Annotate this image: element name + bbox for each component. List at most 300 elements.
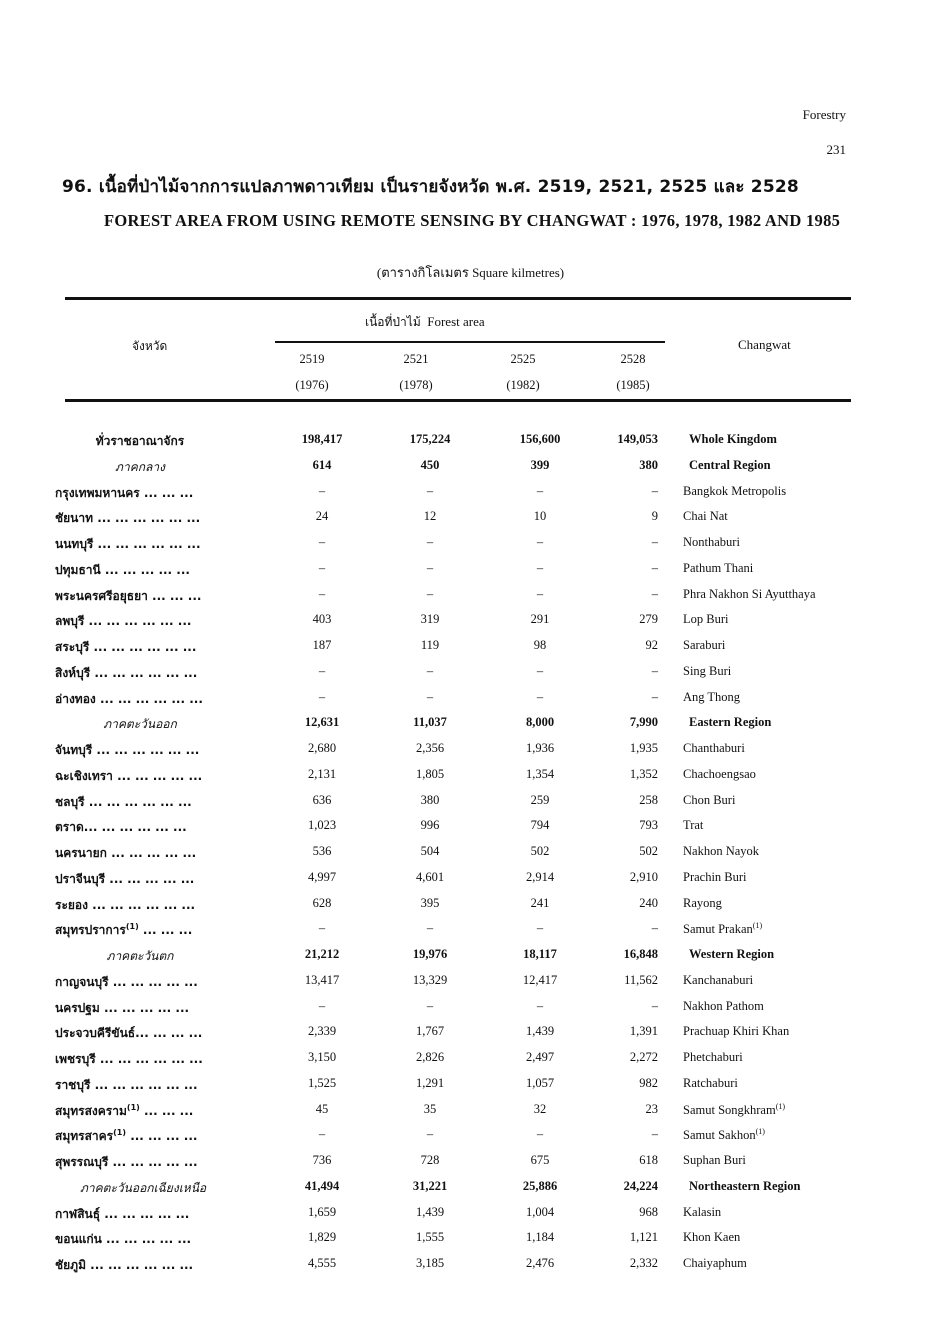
forest-area-value-2525: 25,886 [522,1178,558,1193]
forest-area-value-2528: – [651,998,658,1013]
forest-area-value-2528: – [651,1127,658,1142]
forest-area-value-2528: 2,272 [629,1050,658,1064]
changwat-name-english [683,1205,721,1220]
forest-area-value-2521: 31,221 [412,1178,448,1193]
changwat-name-english [683,921,762,937]
forest-area-value-2528: 2,910 [629,869,658,884]
forest-area-value-2521: 4,601 [415,869,445,884]
forest-area-value-2528: – [651,586,658,601]
forest-area-value-2521: – [426,535,434,549]
changwat-name-english-text: Rayong [683,895,722,910]
forest-area-value-2519: – [318,663,326,678]
changwat-name-english-text: Chachoengsao [683,766,756,781]
province-name-thai [55,587,201,606]
table-row [0,583,941,609]
forest-area-value-2521: 1,767 [415,1024,445,1039]
forest-area-value-2525: – [536,1127,544,1142]
province-name-thai-text: ราชบุรี ... ... ... ... ... ... [55,1077,198,1092]
province-name-thai-text: ขอนแก่น ... ... ... ... ... [55,1232,192,1247]
region-row [0,711,941,737]
changwat-name-english [689,458,771,473]
forest-area-value-2525: – [536,921,544,936]
changwat-name-english-text: Suphan Buri [683,1153,746,1167]
table-row [0,686,941,712]
forest-area-value-2519: – [318,560,326,575]
forest-area-value-2528: 2,332 [629,1256,658,1270]
table-body [0,428,941,1278]
forest-area-value-2525: 12,417 [522,972,558,987]
changwat-name-english [683,896,722,911]
changwat-name-english [683,1127,765,1143]
forest-area-english: Forest area [427,314,485,329]
province-name-thai [55,793,192,812]
changwat-name-english-text: Saraburi [683,638,726,652]
page-number: 231 [826,142,846,157]
running-header-section: Forestry [802,107,846,122]
forest-area-value-2528: 968 [639,1204,658,1219]
forest-area-value-2521: 175,224 [409,432,451,446]
forest-area-value-2519: 1,829 [307,1230,337,1245]
forest-area-value-2519: 1,525 [307,1075,337,1090]
province-name-thai [55,818,187,837]
table-row [0,634,941,660]
footnote-marker: (1) [755,1127,765,1137]
forest-area-value-2521: 2,356 [415,741,445,755]
changwat-name-english [683,587,816,602]
changwat-name-english-text: Kanchanaburi [683,972,754,987]
changwat-name-english [683,973,753,988]
forest-area-value-2521: – [426,586,434,601]
forest-area-value-2519: 2,339 [307,1024,337,1039]
forest-area-value-2528: 92 [645,638,658,652]
forest-area-value-2519: 12,631 [304,715,340,730]
leader-dots: ... ... ... [138,923,193,938]
table-row [0,1123,941,1149]
forest-area-value-2519: 1,023 [307,818,337,833]
forest-area-value-2528: 793 [639,818,658,833]
forest-area-value-2525: 1,936 [525,741,555,755]
forest-area-value-2519: 4,555 [307,1256,337,1270]
table-row [0,1046,941,1072]
province-name-thai [55,1076,198,1095]
province-name-thai-text: ภาคกลาง [115,459,165,474]
forest-area-value-2528: 240 [639,895,658,910]
province-name-thai-text: สมุทรสาคร [55,1129,114,1144]
forest-area-value-2525: 291 [530,612,550,627]
province-name-thai-text: ชัยนาท ... ... ... ... ... ... [55,511,201,526]
forest-area-value-2521: 395 [420,895,440,910]
forest-area-value-2521: 119 [420,638,440,652]
forest-area-value-2521: 450 [420,457,440,472]
table-row [0,1149,941,1175]
forest-area-value-2519: 614 [312,457,332,472]
forest-area-value-2521: 1,291 [415,1075,445,1090]
unit-caption: (ตารางกิโลเมตร Square kilmetres) [376,265,565,280]
forest-area-value-2528: 380 [639,457,658,472]
province-name-thai-text: ปทุมธานี ... ... ... ... ... [55,562,190,577]
table-row [0,531,941,557]
table-row [0,1072,941,1098]
changwat-name-english [683,664,731,679]
year-be-1: 2519 [299,352,325,366]
forest-area-value-2521: – [426,689,434,704]
leader-dots: ... ... ... [139,1103,194,1118]
column-header-changwat: Changwat [738,337,791,352]
year-ce-3: (1982) [506,378,540,392]
changwat-name-english-text: Sing Buri [683,663,732,678]
table-row [0,892,941,918]
changwat-name-english-text: Central Region [689,457,771,472]
forest-area-value-2525: 8,000 [525,715,555,730]
forest-area-value-2521: 11,037 [413,715,447,730]
forest-area-value-2519: – [318,483,326,498]
forest-area-value-2528: 24,224 [623,1178,658,1193]
changwat-name-english-text: Western Region [689,947,775,961]
province-name-thai-text: นครนายก ... ... ... ... ... [55,846,197,860]
forest-area-value-2525: 32 [533,1101,547,1116]
province-name-thai-text: ทั่วราชอาณาจักร [95,434,185,448]
forest-area-value-2521: 996 [420,818,440,833]
changwat-name-english [683,1076,738,1091]
changwat-name-english-text: Phetchaburi [683,1050,743,1064]
leader-dots: ... ... ... ... [126,1129,198,1144]
table-row [0,814,941,840]
forest-area-value-2519: 13,417 [304,972,340,987]
forest-area-value-2519: – [318,1127,326,1142]
forest-area-value-2521: 19,976 [412,947,448,961]
forest-area-value-2528: 982 [639,1075,658,1090]
province-name-thai-text: ปราจีนบุรี ... ... ... ... ... [55,871,195,886]
changwat-name-english-text: Chaiyaphum [683,1256,747,1270]
changwat-name-english [683,1050,743,1065]
forest-area-value-2521: – [426,560,434,575]
forest-area-value-2519: – [318,689,326,704]
changwat-name-english [683,1230,740,1245]
province-name-thai [55,690,203,709]
forest-area-value-2519: – [318,535,326,549]
forest-area-value-2528: – [651,483,658,498]
forest-area-value-2519: 187 [312,638,332,652]
forest-area-value-2525: 2,497 [525,1050,555,1064]
forest-area-value-2519: 4,997 [307,869,337,884]
changwat-name-english-text: Eastern Region [689,715,772,730]
forest-area-value-2525: 1,057 [525,1075,555,1090]
changwat-name-english-text: Chanthaburi [683,741,745,755]
province-name-thai [55,999,189,1018]
changwat-name-english-text: Samut Songkhram [683,1102,776,1117]
changwat-name-english [683,793,735,808]
forest-area-value-2528: 149,053 [617,432,658,446]
province-name-thai [55,896,195,915]
forest-area-value-2525: 18,117 [523,947,557,961]
changwat-name-english [683,741,745,756]
table-row [0,557,941,583]
table-row [0,789,941,815]
region-row [0,943,941,969]
forest-area-value-2519: 45 [315,1101,329,1116]
table-row [0,866,941,892]
changwat-name-english-text: Northeastern Region [689,1178,801,1193]
forest-area-value-2525: 241 [530,895,550,910]
changwat-name-english [689,715,771,730]
province-name-thai [55,767,202,786]
changwat-name-english [683,870,747,885]
forest-area-value-2525: – [536,663,544,678]
province-name-thai [55,664,197,683]
forest-area-value-2519: 21,212 [304,947,340,961]
province-name-thai-text: สมุทรสงคราม [55,1103,127,1118]
forest-area-value-2528: 502 [639,844,658,858]
changwat-name-english [683,999,764,1014]
table-row [0,1201,941,1227]
forest-area-value-2528: 7,990 [629,715,658,730]
province-name-thai-text: ประจวบคีรีขันธ์... ... ... ... [55,1026,203,1041]
table-header-bottom-rule [65,399,851,402]
forest-area-value-2525: 10 [533,509,547,524]
forest-area-value-2521: – [426,483,434,498]
year-be-2: 2521 [403,352,429,366]
province-name-thai-text: เพชรบุรี ... ... ... ... ... ... [55,1052,203,1066]
table-title-thai: 96. เนื้อที่ป่าไม้จากการแปลภาพดาวเทียม เป็นรายจังหวัด พ.ศ. 2519, 2521, 2525 และ 2528 [62,177,799,197]
changwat-name-english-text: Samut Prakan [683,922,753,937]
forest-area-value-2525: 1,004 [525,1204,555,1219]
province-name-thai [55,509,200,528]
table-row [0,660,941,686]
province-name-thai [55,1205,189,1224]
forest-area-value-2519: 536 [312,844,332,858]
forest-area-value-2525: 675 [530,1153,550,1167]
forest-area-value-2521: 504 [420,844,440,858]
forest-area-value-2521: 1,805 [415,766,445,781]
changwat-name-english-text: Prachin Buri [683,869,747,884]
changwat-name-english [683,612,728,627]
table-row [0,763,941,789]
changwat-name-english [689,947,774,962]
changwat-name-english-text: Ang Thong [683,689,741,704]
forest-area-value-2521: 728 [420,1153,440,1167]
table-row [0,480,941,506]
table-row [0,1226,941,1252]
province-name-thai [55,973,198,992]
table-row [0,1098,941,1124]
province-name-thai [80,432,200,451]
changwat-name-english [683,1256,747,1271]
forest-area-value-2525: – [536,483,544,498]
forest-area-value-2521: 3,185 [415,1256,445,1270]
forest-area-value-2519: 636 [312,792,332,807]
forest-area-value-2519: – [318,586,326,601]
province-name-thai-text: ฉะเชิงเทรา ... ... ... ... ... [55,768,203,783]
province-name-thai-text: กาญจนบุรี ... ... ... ... ... [55,974,198,989]
forest-area-value-2525: 98 [533,638,547,652]
changwat-name-english-text: Samut Sakhon [683,1128,756,1143]
forest-area-value-2525: 259 [530,792,550,807]
forest-area-value-2525: 1,184 [525,1230,555,1245]
province-name-thai [55,741,199,760]
forest-area-value-2528: 16,848 [623,947,658,961]
column-header-forest-area [365,313,485,332]
forest-area-value-2528: – [651,921,658,936]
forest-area-value-2528: 1,391 [629,1024,658,1039]
province-name-thai-text: ภาคตะวันออกเฉียงเหนือ [80,1180,207,1195]
changwat-name-english [683,561,753,576]
changwat-name-english-text: Prachuap Khiri Khan [683,1024,790,1039]
forest-area-value-2528: – [651,689,658,704]
forest-area-value-2521: – [426,921,434,936]
year-be-3: 2525 [510,352,536,366]
forest-area-value-2525: 399 [530,457,550,472]
province-name-thai-text: นครปฐม ... ... ... ... ... [55,1000,190,1015]
table-row [0,737,941,763]
forest-area-value-2528: 1,935 [629,741,658,755]
changwat-name-english-text: Pathum Thani [683,560,754,575]
region-row [0,454,941,480]
table-row [0,1020,941,1046]
table-title-english: FOREST AREA FROM USING REMOTE SENSING BY CHANGWAT : 1976, 1978, 1982 AND 1985 [104,211,841,230]
year-ce-1: (1976) [295,378,329,392]
forest-area-value-2525: 1,439 [525,1024,555,1039]
footnote-marker: (1) [752,921,763,931]
forest-area-value-2521: 12 [423,509,437,524]
changwat-name-english [683,818,703,833]
total-row [0,428,941,454]
province-name-thai [55,612,191,631]
province-name-thai-text: สิงห์บุรี ... ... ... ... ... ... [55,665,198,680]
year-ce-2: (1978) [399,378,433,392]
province-name-thai-text: สมุทรปราการ [55,923,126,938]
forest-area-value-2528: 279 [639,612,658,627]
footnote-marker: (1) [125,922,139,932]
year-ce-4: (1985) [616,378,650,392]
province-name-thai [55,1102,193,1121]
forest-area-value-2519: 198,417 [301,432,343,446]
province-name-thai-text: ตราด... ... ... ... ... ... [55,820,187,835]
changwat-name-english [689,1179,800,1194]
changwat-name-english-text: Chon Buri [683,792,736,807]
table-row [0,840,941,866]
table-row [0,1252,941,1278]
forest-area-value-2521: 1,555 [415,1230,445,1245]
forest-area-value-2528: 23 [645,1101,658,1116]
province-name-thai [80,1179,207,1198]
forest-area-value-2525: – [536,560,544,575]
forest-area-value-2519: 403 [312,612,332,627]
forest-area-value-2521: 380 [420,792,440,807]
changwat-name-english [683,509,728,524]
forest-area-value-2528: 258 [639,792,658,807]
province-name-thai [55,844,196,863]
changwat-name-english-text: Ratchaburi [683,1075,738,1090]
forest-area-value-2525: – [536,689,544,704]
changwat-name-english-text: Kalasin [683,1204,722,1219]
province-name-thai-text: ภาคตะวันออก [103,717,177,732]
changwat-name-english [683,638,725,653]
province-name-thai-text: ระยอง ... ... ... ... ... ... [55,897,196,912]
table-row [0,505,941,531]
forest-area-value-2521: 2,826 [415,1050,445,1064]
forest-area-value-2525: 794 [530,818,550,833]
forest-area-value-2525: 2,914 [525,869,555,884]
forest-area-value-2528: – [651,560,658,575]
province-name-thai [55,638,196,657]
forest-area-value-2521: – [426,1127,434,1142]
province-name-thai-text: ชลบุรี ... ... ... ... ... ... [55,794,192,809]
province-name-thai [55,561,190,580]
changwat-name-english-text: Lop Buri [683,612,729,627]
changwat-name-english-text: Bangkok Metropolis [683,483,787,498]
table-row [0,917,941,943]
changwat-name-english-text: Whole Kingdom [689,432,777,446]
forest-area-subrule [275,341,665,343]
forest-area-value-2521: – [426,998,434,1013]
changwat-name-english-text: Nakhon Pathom [683,998,764,1013]
forest-area-value-2519: 24 [315,509,329,524]
footnote-marker: (1) [775,1101,786,1111]
forest-area-value-2525: 502 [530,844,550,858]
forest-area-value-2528: 618 [639,1153,658,1167]
province-name-thai [55,484,193,503]
forest-area-value-2519: 3,150 [307,1050,337,1064]
province-name-thai [80,715,200,734]
province-name-thai [55,1256,193,1275]
forest-area-value-2519: 1,659 [307,1204,337,1219]
changwat-name-english [689,432,777,447]
province-name-thai [55,1024,202,1043]
forest-area-value-2528: 11,562 [624,972,658,987]
table-top-rule [65,297,851,300]
table-row [0,608,941,634]
forest-area-value-2521: 13,329 [412,972,448,987]
province-name-thai-text: พระนครศรีอยุธยา ... ... ... [55,588,202,603]
province-name-thai-text: ลพบุรี ... ... ... ... ... ... [55,614,192,629]
forest-area-value-2519: 2,680 [307,741,337,755]
changwat-name-english [683,767,756,782]
forest-area-value-2521: 35 [423,1101,437,1116]
changwat-name-english [683,484,786,499]
forest-area-value-2521: 1,439 [415,1204,445,1219]
forest-area-value-2525: – [536,535,544,549]
province-name-thai [80,947,200,966]
province-name-thai [55,535,201,554]
forest-area-value-2521: – [426,663,434,678]
province-name-thai [55,921,192,940]
changwat-name-english-text: Chai Nat [683,509,728,524]
province-name-thai [55,870,194,889]
footnote-marker: (1) [126,1102,140,1112]
changwat-name-english [683,844,759,859]
province-name-thai-text: ชัยภูมิ ... ... ... ... ... ... [55,1258,194,1272]
year-be-4: 2528 [620,352,646,366]
province-name-thai [55,1153,198,1172]
changwat-name-english [683,1153,746,1168]
forest-area-value-2521: 319 [420,612,440,627]
forest-area-value-2519: – [318,921,326,936]
forest-area-value-2528: – [651,535,658,549]
changwat-name-english-text: Nakhon Nayok [683,844,760,858]
table-row [0,995,941,1021]
forest-area-value-2528: 1,121 [629,1230,658,1245]
forest-area-value-2519: 628 [312,895,332,910]
province-name-thai [55,1050,203,1069]
column-header-province-th: จังหวัด [132,339,168,353]
province-name-thai-text: ภาคตะวันตก [106,949,174,963]
province-name-thai-text: กาฬสินธุ์ ... ... ... ... ... [55,1206,190,1221]
changwat-name-english [683,1102,785,1118]
forest-area-value-2525: – [536,998,544,1013]
province-name-thai [55,1127,197,1146]
forest-area-value-2528: 1,352 [629,766,658,781]
forest-area-value-2528: – [651,663,658,678]
